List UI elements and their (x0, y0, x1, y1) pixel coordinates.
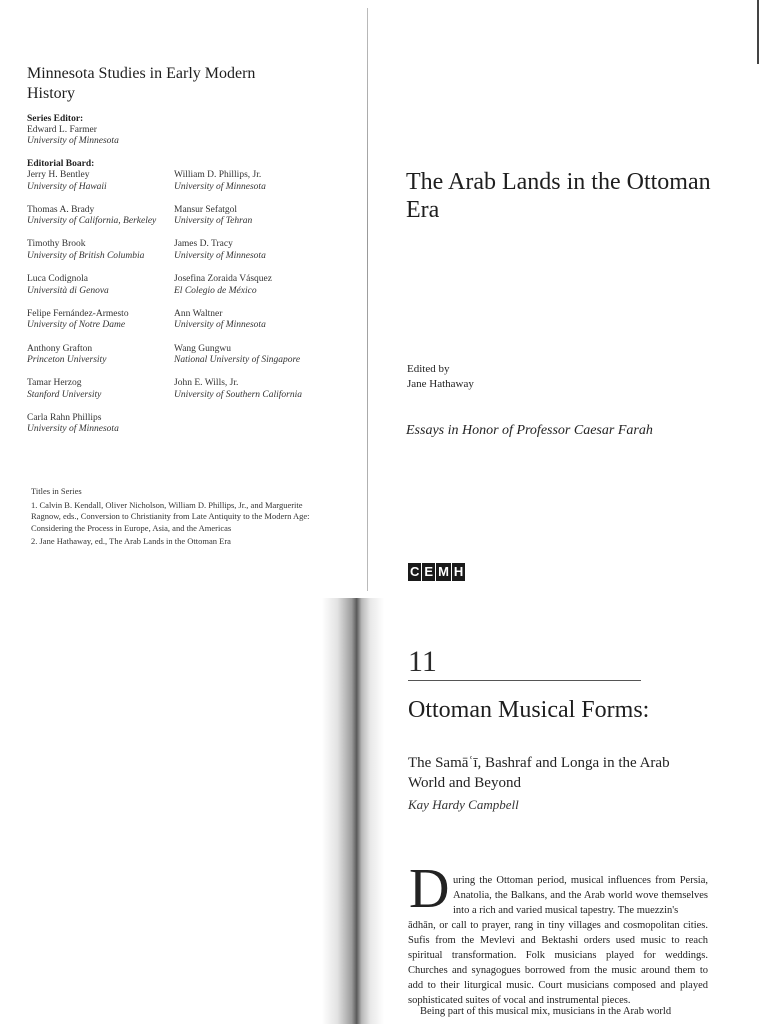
board-left-member (27, 344, 106, 367)
board-member-name: Josefina Zoraida Vásquez (174, 274, 272, 285)
drop-cap: D (409, 858, 450, 920)
board-member-name: Wang Gungwu (174, 343, 232, 354)
board-right-member (174, 378, 302, 401)
board-member-name: Thomas A. Brady (27, 204, 95, 215)
chapter-subtitle: The Samāʿī, Bashraf and Longa in the Arab World and Beyond (408, 755, 670, 791)
board-right-member (174, 205, 252, 228)
board-member-name: Timothy Brook (27, 239, 86, 250)
board-member-name: Carla Rahn Phillips (27, 412, 102, 423)
board-member-affiliation: University of California, Berkeley (27, 216, 157, 227)
board-left-member (27, 239, 144, 262)
logo-letter-h: H (452, 563, 466, 581)
cemh-logo (408, 563, 466, 581)
board-member-affiliation: Stanford University (27, 389, 102, 400)
board-member-affiliation: Università di Genova (27, 285, 109, 296)
edited-by-label: Edited by (407, 363, 450, 375)
chapter-number: 11 (408, 645, 437, 678)
logo-letter-c: C (408, 563, 422, 581)
board-left-member (27, 274, 109, 297)
board-left-member (27, 170, 107, 193)
board-member-name: Mansur Sefatgol (174, 204, 238, 215)
board-member-affiliation: National University of Singapore (174, 355, 301, 365)
chapter-title: Ottoman Musical Forms: (408, 697, 650, 723)
board-member-affiliation: University of Hawaii (27, 181, 107, 192)
board-member-name: Ann Waltner (174, 308, 223, 319)
editor-block (407, 362, 474, 391)
board-member-name: Felipe Fernández-Armesto (27, 308, 129, 319)
board-left-member (27, 205, 156, 228)
chapter-rule (408, 680, 641, 681)
board-left-member (27, 309, 129, 332)
series-editor-name: Edward L. Farmer (27, 125, 97, 135)
chapter-author: Kay Hardy Campbell (408, 797, 519, 812)
series-title: Minnesota Studies in Early Modern History (27, 65, 256, 102)
board-left-member (27, 378, 101, 401)
editorial-board-label: Editorial Board: (27, 159, 95, 169)
board-member-name: James D. Tracy (174, 239, 233, 250)
board-right-member (174, 309, 266, 332)
board-member-affiliation: University of Minnesota (174, 320, 266, 331)
body-paragraph-second: Being part of this musical mix, musicians in the Arab world (420, 1006, 672, 1017)
board-member-name: Anthony Grafton (27, 343, 93, 354)
board-member-affiliation: University of Minnesota (174, 250, 266, 261)
board-member-affiliation: University of British Columbia (27, 250, 145, 261)
book-title: The Arab Lands in the Ottoman Era (406, 169, 711, 223)
board-member-name: Tamar Herzog (27, 378, 82, 389)
logo-letter-m: M (436, 563, 452, 581)
series-editor-affiliation: University of Minnesota (27, 136, 119, 146)
book-spine-shadow (322, 598, 384, 1024)
board-left-member (27, 413, 119, 436)
page-edge-mark (757, 0, 759, 64)
board-member-name: Luca Codignola (27, 274, 88, 285)
series-editor-label: Series Editor: (27, 114, 84, 124)
board-member-affiliation: University of Southern California (174, 389, 302, 400)
editor-name: Jane Hathaway (407, 377, 474, 390)
board-member-affiliation: Princeton University (27, 355, 107, 365)
board-member-name: Jerry H. Bentley (27, 170, 90, 180)
board-member-affiliation: University of Minnesota (27, 424, 119, 435)
logo-letter-e: E (422, 563, 436, 581)
board-member-affiliation: University of Minnesota (174, 181, 266, 192)
board-right-member (174, 239, 266, 262)
titles-in-series-list (31, 500, 331, 550)
page-gutter-line (367, 8, 368, 591)
board-member-affiliation: University of Notre Dame (27, 320, 126, 331)
dedication-line: Essays in Honor of Professor Caesar Farah (406, 423, 653, 438)
board-member-affiliation: El Colegio de México (174, 285, 257, 296)
body-paragraph-continued: ādhān, or call to prayer, rang in tiny villages and cosmopolitan cities. Sufis from the Mevlevi and Bektashi orders used music to reach spiritual transformation. Folk musicians played for weddings. Churches and synagogues borrowed from the music around them to add to their liturgical music. Court musicians composed and played sophisticated suites of vocal and instrumental pieces. (408, 920, 708, 1006)
body-paragraph-opening: uring the Ottoman period, musical influences from Persia, Anatolia, the Balkans, and the Arab world wove themselves into a rich and varied musical tapestry. The muezzin's (453, 875, 708, 916)
board-right-member (174, 274, 272, 297)
board-member-name: William D. Phillips, Jr. (174, 170, 262, 180)
board-right-member (174, 344, 300, 367)
board-right-member (174, 170, 266, 193)
titles-in-series-label: Titles in Series (31, 486, 82, 496)
series-title-entry-2: 2. Jane Hathaway, ed., The Arab Lands in the Ottoman Era (31, 536, 231, 547)
board-member-name: John E. Wills, Jr. (174, 378, 239, 389)
board-member-affiliation: University of Tehran (174, 216, 253, 227)
series-title-entry-1: 1. Calvin B. Kendall, Oliver Nicholson, William D. Phillips, Jr., and Marguerite Ragnow, eds., Conversion to Christianity from Late Antiquity to the Modern Age: Considering the Process in Europe, Asia, and the Americas (31, 500, 310, 533)
